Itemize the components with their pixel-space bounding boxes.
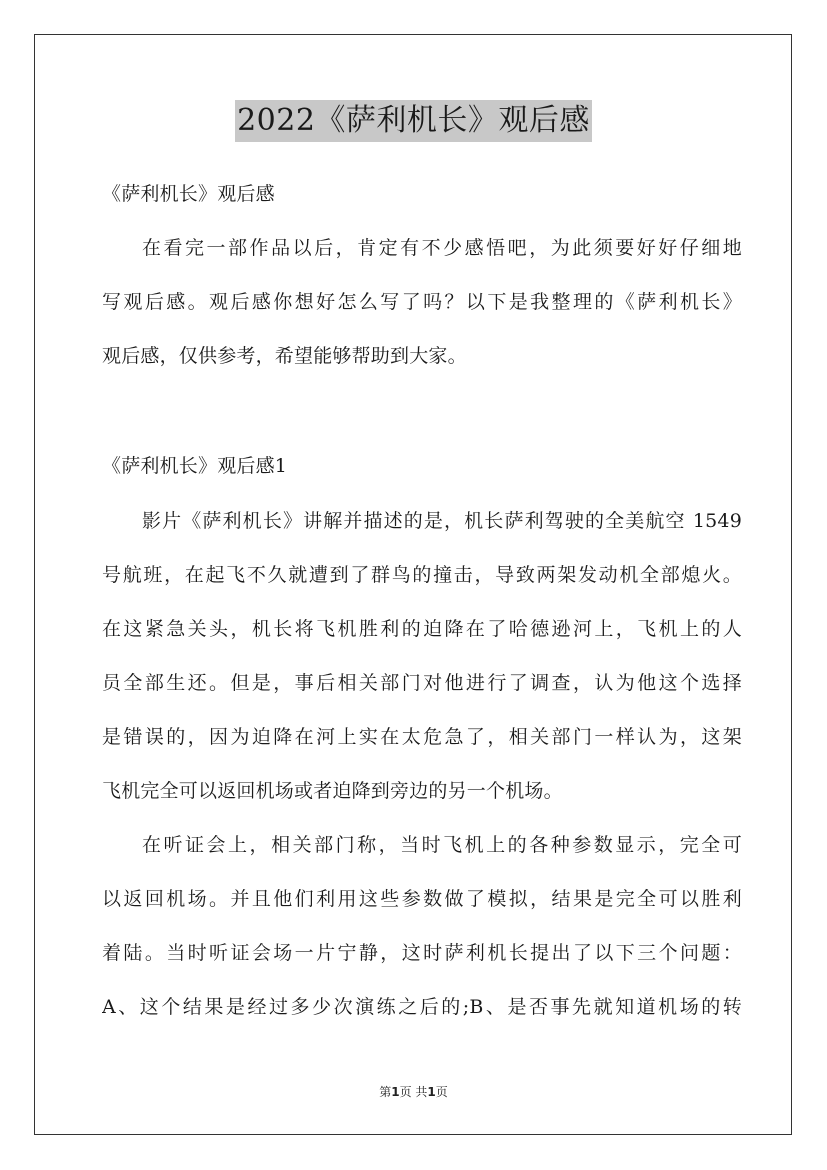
page-label-suffix: 页 — [435, 1085, 448, 1099]
paragraph-line: 在这紧急关头，机长将飞机胜利的迫降在了哈德逊河上，飞机上的人 — [102, 618, 742, 640]
paragraph-line: 号航班，在起飞不久就遭到了群鸟的撞击，导致两架发动机全部熄火。 — [102, 564, 742, 586]
paragraph-line: 着陆。当时听证会场一片宁静，这时萨利机长提出了以下三个问题： — [102, 942, 742, 964]
intro-line: 在看完一部作品以后，肯定有不少感悟吧，为此须要好好仔细地 — [142, 237, 742, 259]
intro-line: 写观后感。观后感你想好怎么写了吗？以下是我整理的《萨利机长》 — [102, 291, 742, 313]
paragraph-line: 飞机完全可以返回机场或者迫降到旁边的另一个机场。 — [102, 780, 563, 802]
document-title-text: 2022《萨利机长》观后感 — [235, 100, 592, 142]
intro-line: 观后感，仅供参考，希望能够帮助到大家。 — [102, 345, 467, 367]
section-heading: 《萨利机长》观后感1 — [102, 455, 288, 477]
paragraph-line: A、这个结果是经过多少次演练之后的;B、是否事先就知道机场的转 — [102, 996, 742, 1018]
page-label-prefix: 第 — [379, 1085, 392, 1099]
page-current: 1 — [391, 1085, 400, 1099]
document-title — [0, 100, 827, 142]
paragraph-line: 影片《萨利机长》讲解并描述的是，机长萨利驾驶的全美航空 1549 — [142, 510, 742, 532]
page-label-mid: 页 共 — [399, 1085, 428, 1099]
page-number-footer — [0, 1083, 827, 1100]
paragraph-line: 是错误的，因为迫降在河上实在太危急了，相关部门一样认为，这架 — [102, 726, 742, 748]
paragraph-line: 在听证会上，相关部门称，当时飞机上的各种参数显示，完全可 — [142, 834, 742, 856]
paragraph-line: 员全部生还。但是，事后相关部门对他进行了调查，认为他这个选择 — [102, 672, 742, 694]
paragraph-line: 以返回机场。并且他们利用这些参数做了模拟，结果是完全可以胜利 — [102, 888, 742, 910]
document-subtitle: 《萨利机长》观后感 — [102, 183, 275, 205]
page-total: 1 — [427, 1085, 436, 1099]
